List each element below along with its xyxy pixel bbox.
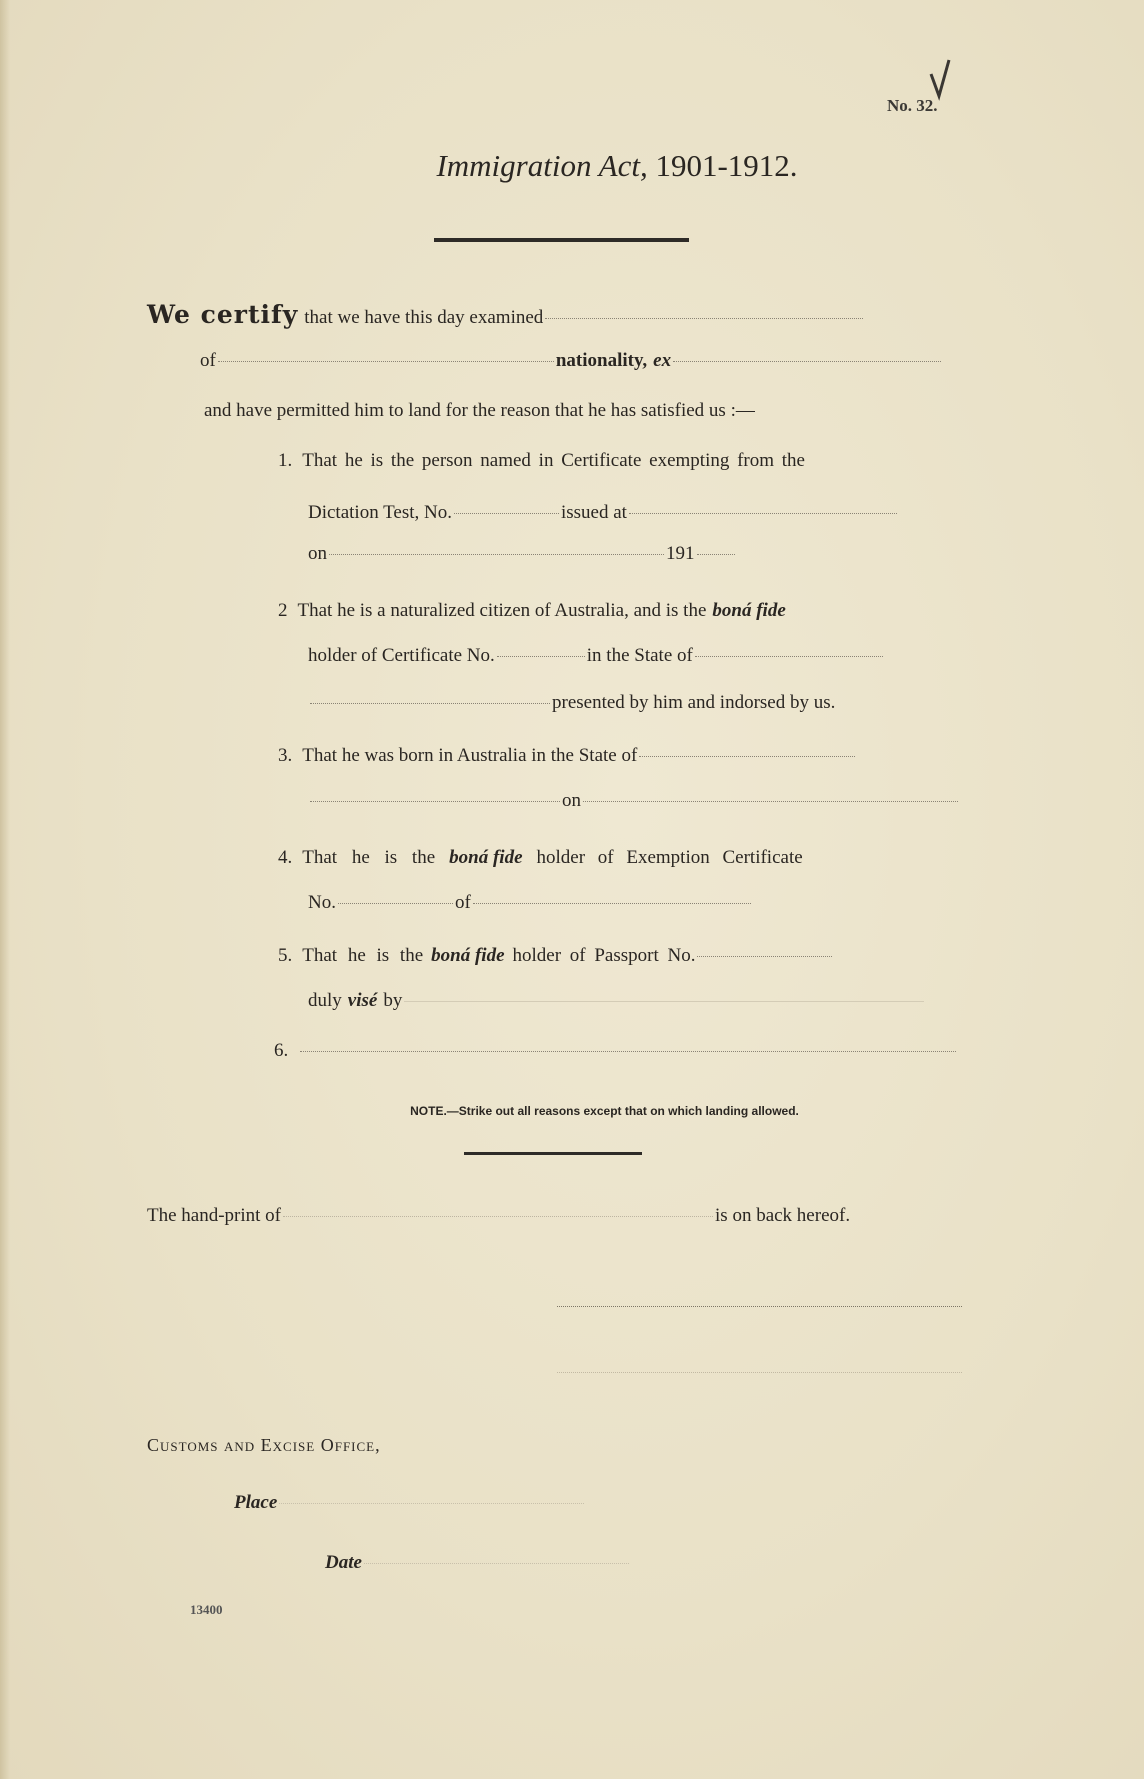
- issue-date-field[interactable]: [329, 553, 664, 555]
- reason-1-line-b: [308, 502, 899, 524]
- certificate-no-label: holder of Certificate No.: [308, 645, 495, 666]
- issued-at-label: issued at: [560, 502, 627, 523]
- certify-text: that we have this day examined: [304, 307, 544, 328]
- duly-label: duly: [308, 990, 342, 1011]
- birth-state-field[interactable]: [639, 755, 855, 757]
- of-label: of: [200, 350, 216, 371]
- reason-3-line-b: [308, 790, 960, 812]
- nationality-label: nationality,: [555, 350, 648, 371]
- reason-6-line: [274, 1040, 958, 1062]
- state-field[interactable]: [695, 655, 883, 657]
- ex-vessel-field[interactable]: [673, 360, 941, 362]
- place-label: Place: [234, 1492, 278, 1513]
- date-field[interactable]: [364, 1562, 629, 1564]
- year-suffix-field[interactable]: [697, 553, 735, 555]
- reason-1-line-c: [308, 543, 737, 565]
- birth-on-label: on: [562, 790, 581, 811]
- birth-place-field[interactable]: [310, 800, 560, 802]
- handprint-name-field[interactable]: [283, 1215, 713, 1217]
- signature-line-1[interactable]: [557, 1306, 962, 1307]
- year-prefix: 191: [666, 543, 695, 564]
- state-field-continued[interactable]: [310, 702, 550, 704]
- title-years: 1901-1912.: [655, 148, 798, 183]
- reason-5-line-b: [308, 990, 926, 1012]
- handprint-label: The hand-print of: [147, 1205, 282, 1226]
- handprint-suffix: is on back hereof.: [715, 1205, 851, 1226]
- exemption-of-label: of: [454, 892, 471, 913]
- dictation-test-number-field[interactable]: [454, 512, 559, 514]
- reason-2-line-b: [308, 645, 885, 667]
- reason-3-number: 3.: [278, 745, 293, 766]
- dictation-test-label: Dictation Test, No.: [308, 502, 452, 523]
- reason-1-line-a: [278, 450, 805, 472]
- reason-5-text-a: That he is the: [302, 945, 424, 966]
- passport-number-field[interactable]: [697, 955, 832, 957]
- place-field[interactable]: [279, 1502, 584, 1504]
- bona-fide-2: boná fide: [712, 600, 786, 621]
- signature-line-2[interactable]: [557, 1372, 962, 1373]
- presented-text: presented by him and indorsed by us.: [552, 692, 836, 713]
- reason-5-line-a: [278, 945, 834, 967]
- permission-line: [204, 400, 755, 422]
- office-text: Customs and Excise Office,: [147, 1435, 381, 1455]
- note-text: NOTE.—Strike out all reasons except that on which landing allowed.: [410, 1104, 799, 1118]
- note-divider: [464, 1152, 642, 1155]
- vise-label: visé: [347, 990, 378, 1011]
- ex-label: ex: [653, 350, 672, 371]
- reason-3-text: That he was born in Australia in the State of: [302, 745, 638, 766]
- printer-number: 13400: [190, 1602, 223, 1617]
- date-label: Date: [325, 1552, 362, 1573]
- office-label: [147, 1435, 381, 1456]
- handprint-line: [147, 1205, 850, 1227]
- vise-by-field[interactable]: [404, 1000, 924, 1002]
- reason-4-text-b: holder of Exemption Certificate: [536, 847, 803, 868]
- reason-5-text-b: holder of Passport No.: [512, 945, 696, 966]
- place-line: [234, 1492, 586, 1514]
- exemption-of-field[interactable]: [473, 902, 751, 904]
- reason-1-number: 1.: [278, 450, 293, 471]
- reason-6-number: 6.: [274, 1040, 289, 1061]
- reason-2-number: 2: [278, 600, 288, 621]
- title-divider: [434, 238, 689, 242]
- reason-1-text: That he is the person named in Certificate exempting from the: [302, 450, 805, 471]
- origin-field[interactable]: [218, 360, 554, 362]
- exemption-number-field[interactable]: [338, 902, 453, 904]
- reason-6-field[interactable]: [300, 1050, 956, 1052]
- in-state-label: in the State of: [586, 645, 693, 666]
- reason-4-text-a: That he is the: [302, 847, 436, 868]
- permission-text: and have permitted him to land for the reason that he has satisfied us :—: [204, 400, 755, 421]
- examined-name-field[interactable]: [545, 317, 863, 319]
- reason-2-text: That he is a naturalized citizen of Australia, and is the: [297, 600, 707, 621]
- reason-2-line-c: [308, 692, 835, 714]
- date-line: [325, 1552, 631, 1574]
- certificate-number-field[interactable]: [497, 655, 585, 657]
- exemption-no-label: No.: [308, 892, 336, 913]
- page-title: [0, 148, 1144, 184]
- reason-2-line-a: [278, 600, 786, 622]
- bona-fide-5: boná fide: [431, 945, 505, 966]
- birth-date-field[interactable]: [583, 800, 958, 802]
- reason-4-number: 4.: [278, 847, 293, 868]
- nationality-line: [200, 350, 943, 372]
- reason-5-number: 5.: [278, 945, 293, 966]
- bona-fide-4: boná fide: [449, 847, 523, 868]
- certify-line: [147, 300, 865, 329]
- issued-at-field[interactable]: [629, 512, 897, 514]
- certify-opening: We certify: [147, 300, 299, 329]
- on-label: on: [308, 543, 327, 564]
- by-label: by: [383, 990, 403, 1011]
- title-act: Immigration Act,: [436, 148, 648, 183]
- form-number: No. 32.: [887, 96, 938, 115]
- reason-3-line-a: [278, 745, 857, 767]
- reason-4-line-b: [308, 892, 753, 914]
- reason-4-line-a: [278, 847, 803, 869]
